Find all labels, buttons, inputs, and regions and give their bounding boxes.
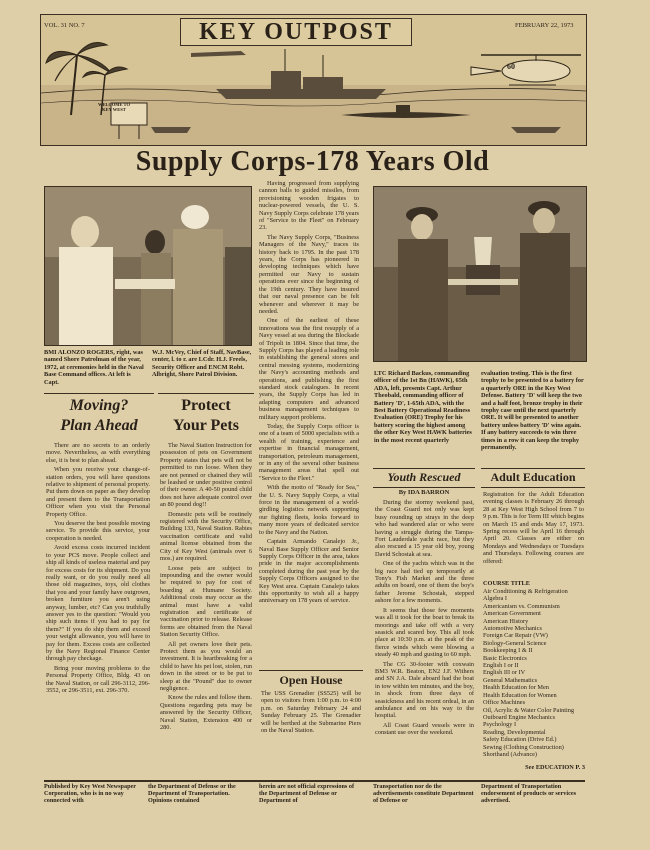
supply-p4: Today, the Supply Corps officer is one of a team of 5000 specialists with a wealth of training, experience and expertise in financial management, transportation, petroleum management, or in any of the several other business management areas that spell out "Service to the Fleet."	[259, 423, 359, 482]
youth-byline: By IDA BARRON	[398, 489, 450, 496]
adult-title: Adult Education	[490, 470, 576, 484]
supply-p6: Captain Armando Canalejo Jr., Naval Base Supply Officer and Senior Supply Corps Officer in the area, takes pride in the major accomplishments completed during the past year by the Supply Corps Officers assigned to the Key West area. Captain Canalejo takes this opportunity to wish all a happy anniversary on 178 years of service.	[259, 538, 359, 605]
moving-article	[46, 442, 150, 694]
divider	[158, 393, 254, 394]
course-item: Algebra I	[483, 595, 507, 603]
helicopter-number: 60	[507, 62, 515, 71]
pets-title-1: Protect	[181, 397, 231, 414]
pets-p3: Loose pets are subject to impounding and the owner would be required to pay for cost of boarding at Humane Society. Additional costs may occur as the animal must have a valid registration and certificate of vaccination prior to release. Release forms are obtained from the Naval Station Security Office.	[160, 564, 252, 639]
footer-col-2: the Department of Defense or the Department of Transportation. Opinions contained	[148, 783, 236, 805]
course-item: English I or II	[483, 662, 519, 670]
open-house-text: The USS Grenadier (SS525) will be open to visitors from 1:00 p.m. to 4:00 p.m. on Saturday February 24 and Sunday February 25. The Grenadier will be berthed at the Submarine Piers on the Naval Station.	[261, 690, 361, 735]
moving-title-1: Moving?	[69, 397, 129, 414]
supply-article	[259, 180, 359, 605]
supply-p2: The Navy Supply Corps, "Business Managers of the Navy," traces its history back to 1795. In the past 178 years, the Corps has pioneered in developing techniques which have permitted our Navy to sustain operations ever since the beginning of the 19th century. They have insured that our naval presence can be felt whenever and wherever it may be needed.	[259, 233, 359, 315]
course-item: Sewing (Clothing Construction)	[483, 743, 564, 751]
course-item: Americanism vs. Communism	[483, 602, 560, 610]
course-item: Safety Education (Drive Ed.)	[483, 736, 557, 744]
footer-col-3: herein are not official expressions of the Department of Defense or Department of	[259, 783, 355, 805]
course-item: English III or IV	[483, 669, 526, 677]
courses-label: COURSE TITLE	[483, 580, 530, 587]
course-item: Office Machines	[483, 699, 526, 707]
divider	[44, 393, 154, 394]
moving-p1: There are no secrets to an orderly move. Nevertheless, as with everything else, it is best to plan ahead.	[46, 442, 150, 464]
course-item: Basic Electronics	[483, 654, 527, 662]
adult-intro: Registration for the Adult Education evening classes is February 26 through 28 at Key West High School from 7 to 9 p.m. This is for Term III which begins on March 15 and ends May 17, 1973. Spring recess will be April 16 through April 20. Classes are either on Mondays and Wednesdays or Tuesdays and Thursdays. Following courses are offered:	[483, 491, 584, 565]
photo2-caption-continued: evaluation testing. This is the first trophy to be presented to a battery for a quarterly ORE in the Key West Defense. Battery 'D' will keep the two and a half foot, bronze trophy in their trophy case until the next quarterly ORE. It will be presented to another battery unless battery 'D' wins again. If any battery succeeds to win three times in a row it can keep the trophy permanently.	[481, 370, 584, 452]
pets-p5: Know the rules and follow them. Questions regarding pets may be answered by the Security Officer, Naval Station, Extension 400 or 280.	[160, 694, 252, 732]
footer-col-5: Department of Transportation endorsement of products or services advertised.	[481, 783, 576, 805]
open-house-title: Open House	[279, 673, 343, 687]
supply-p1: Having progressed from supplying cannon balls to guided missiles, from provisioning wooden frigates to nuclear-powered vessels, the U. S. Navy Supply Corps celebrate 178 years of "Service to the Fleet" on February 23.	[259, 180, 359, 232]
volume-number: VOL. 31 NO. 7	[44, 22, 85, 29]
youth-article	[375, 499, 474, 737]
moving-p5: Bring your moving problems to the Personal Property Office, Bldg. 43 on the Naval Station, or call 296-3112, 296-3552, or 296-3511, ext. 296-370.	[46, 664, 150, 694]
photo1-caption-left: BMI ALONZO ROGERS, right, was named Shore Patrolman of the year, 1972, at ceremonies held in the Naval Base Command offices. At left is Capt.	[44, 349, 144, 386]
course-item: Foreign Car Repair (VW)	[483, 632, 548, 640]
course-item: Psychology I	[483, 721, 517, 729]
pets-title-2: Your Pets	[173, 417, 239, 434]
course-item: Shorthand (Advance)	[483, 750, 538, 758]
photo-shore-patrolman	[44, 186, 252, 346]
course-list	[483, 588, 584, 758]
course-item: Reading, Developmental	[483, 728, 546, 736]
pets-p1: The Naval Station Instruction for possession of pets on Government Property states that pets will not be permitted to run loose. When they are not penned or chained they will be leashed or under positive control of their owner. A 40-50 pound child does not have adequate control over an 80 pound dog!!	[160, 442, 252, 509]
pets-p4: All pet owners love their pets. Protect them as you would an investment. It is heartbreaking for a child to have his pet lost, stolen, run down in the street or to be put to sleep at the "Pound" due to owner negligence.	[160, 640, 252, 692]
course-item: General Mathematics	[483, 676, 538, 684]
photo-trophy	[373, 186, 587, 362]
youth-p2: One of the yachts which was in the big race had tied up temporarily at Tony's Fish Market and the three adults on board, one of them the boy's father Jerome Schostak, stepped ashore for a few moments.	[375, 560, 474, 605]
youth-p4: The CG 30-footer with coxwain BM3 W.R. Beaton, EN2 J.F. Withers and SN J.A. Dale aboard had the boat in tow within ten minutes, and the boy, in shock from three days of seasickness and his recent ordeal, in an ambulance and on his way to the hospital.	[375, 660, 474, 720]
moving-title-2: Plan Ahead	[60, 417, 138, 434]
youth-p1: During the stormy weekend past, the Coast Guard not only was kept busy rounding up strays in the deep who had wandered afar or who were having a struggle during the Tampa-Fort Lauderdale yacht race, but they also rescued a 15 year old boy, young David Schostak at sea.	[375, 499, 474, 558]
footer-col-1: Published by Key West Newspaper Corporation, who is in no way connected with	[44, 783, 136, 805]
footer-rule	[44, 780, 585, 782]
pets-article	[160, 442, 252, 731]
footer-col-4: Transportation nor do the advertisements constitute Department of Defense or	[373, 783, 474, 805]
supply-p5: With the motto of "Ready for Sea," the U. S. Navy Supply Corps, a vital force in the management of a world-girdling logistics network supporting our fighting fleets, looks forward to many more years of dedicated service to the Navy and the Nation.	[259, 484, 359, 536]
masthead-title: KEY OUTPOST	[180, 18, 412, 46]
course-item: Outboard Engine Mechanics	[483, 713, 556, 721]
moving-p2: When you receive your change-of-station orders, you will have questions relative to shipment of personal property. Put them down on paper as they develop and present them to the Transportation Officer when you visit the Personal Property Office.	[46, 466, 150, 518]
supply-p3: One of the earliest of these innovations was the first resupply of a Navy vessel at sea during the Blockade of Tripoli in 1804. Since that time, the Supply Corps has played a leading role in establishing the general stores and central messing systems, modernizing the Navy's accounting methods and operations, and publishing the first standard stock catalogues. In recent years, the Supply Corps has led in adapting computers and advanced business management techniques to military support problems.	[259, 317, 359, 421]
course-item: Automotive Mechanics	[483, 625, 542, 633]
course-item: Health Education for Women	[483, 691, 557, 699]
course-item: American History	[483, 617, 529, 625]
divider	[259, 670, 363, 671]
welcome-sign-text: WELCOME TO KEY WEST	[98, 102, 130, 112]
continued-reference: See EDUCATION P. 3	[525, 764, 585, 771]
youth-p3: It seems that those few moments was all it took for the boat to break its moorings and take off with a very seasick and scared boy. This all took place at 10:30 p.m. at the peak of the fierce winds which were blowing a steady 40 mph and gusting to 60 mph.	[375, 606, 474, 659]
headline: Supply Corps-178 Years Old	[135, 146, 490, 177]
course-item: Air Conditioning & Refrigeration	[483, 588, 568, 595]
course-item: Health Education for Men	[483, 684, 549, 692]
pets-p2: Domestic pets will be routinely registered with the Security Office, Building 133, Naval Station. Rabies vaccination certificate and valid animal license obtained from the City of Key West (animals over 6 mos.) are required.	[160, 510, 252, 563]
course-item: Oil, Acrylic & Water Color Painting	[483, 706, 575, 714]
moving-p3: You deserve the best possible moving service. To provide this service, your cooperation is needed.	[46, 520, 150, 542]
course-item: Biology-General Science	[483, 639, 547, 647]
photo2-caption: LTC Richard Backus, commanding officer of the 1st Bn (HAWK), 65th ADA, left, presents Capt. Arthur Theobald, commanding officer of Battery 'D', 1-65th ADA, with the Best Battery Operational Readiness Evaluation (ORE) Trophy for his battery scoring the highest among the other Key West HAWK batteries in the most recent quarterly	[374, 370, 472, 444]
course-item: American Government	[483, 610, 541, 618]
course-item: Bookkeeping I & II	[483, 647, 533, 655]
moving-p4: Avoid excess costs incurred incident to your PCS move. People collect and ship all kinds of useless material and pay for excess costs for its shipment. Do you really want, or do you really need all those old magazines, toys, old clothes that you and your family have outgrown, broken furniture you aren't using anyway, lumber, etc? Can you truthfully answer yes to the question: "Would you ship such items if you had to pay for them?" If you do ship them and exceed your weight allowance, you will have to pay for them. Excess costs are collected by the Navy Regional Finance Center through pay checkage.	[46, 544, 150, 663]
youth-title: Youth Rescued	[387, 470, 461, 484]
issue-date: FEBRUARY 22, 1973	[515, 22, 574, 29]
photo1-caption-right: W.J. McVey, Chief of Staff, NavBase, center, l. to r. are LCdr. H.J. Freels, Security Officer and ENCM Robt. Albright, Shore Patrol Division.	[152, 349, 252, 379]
youth-p5: All Coast Guard vessels were in constant use over the weekend.	[375, 721, 474, 737]
